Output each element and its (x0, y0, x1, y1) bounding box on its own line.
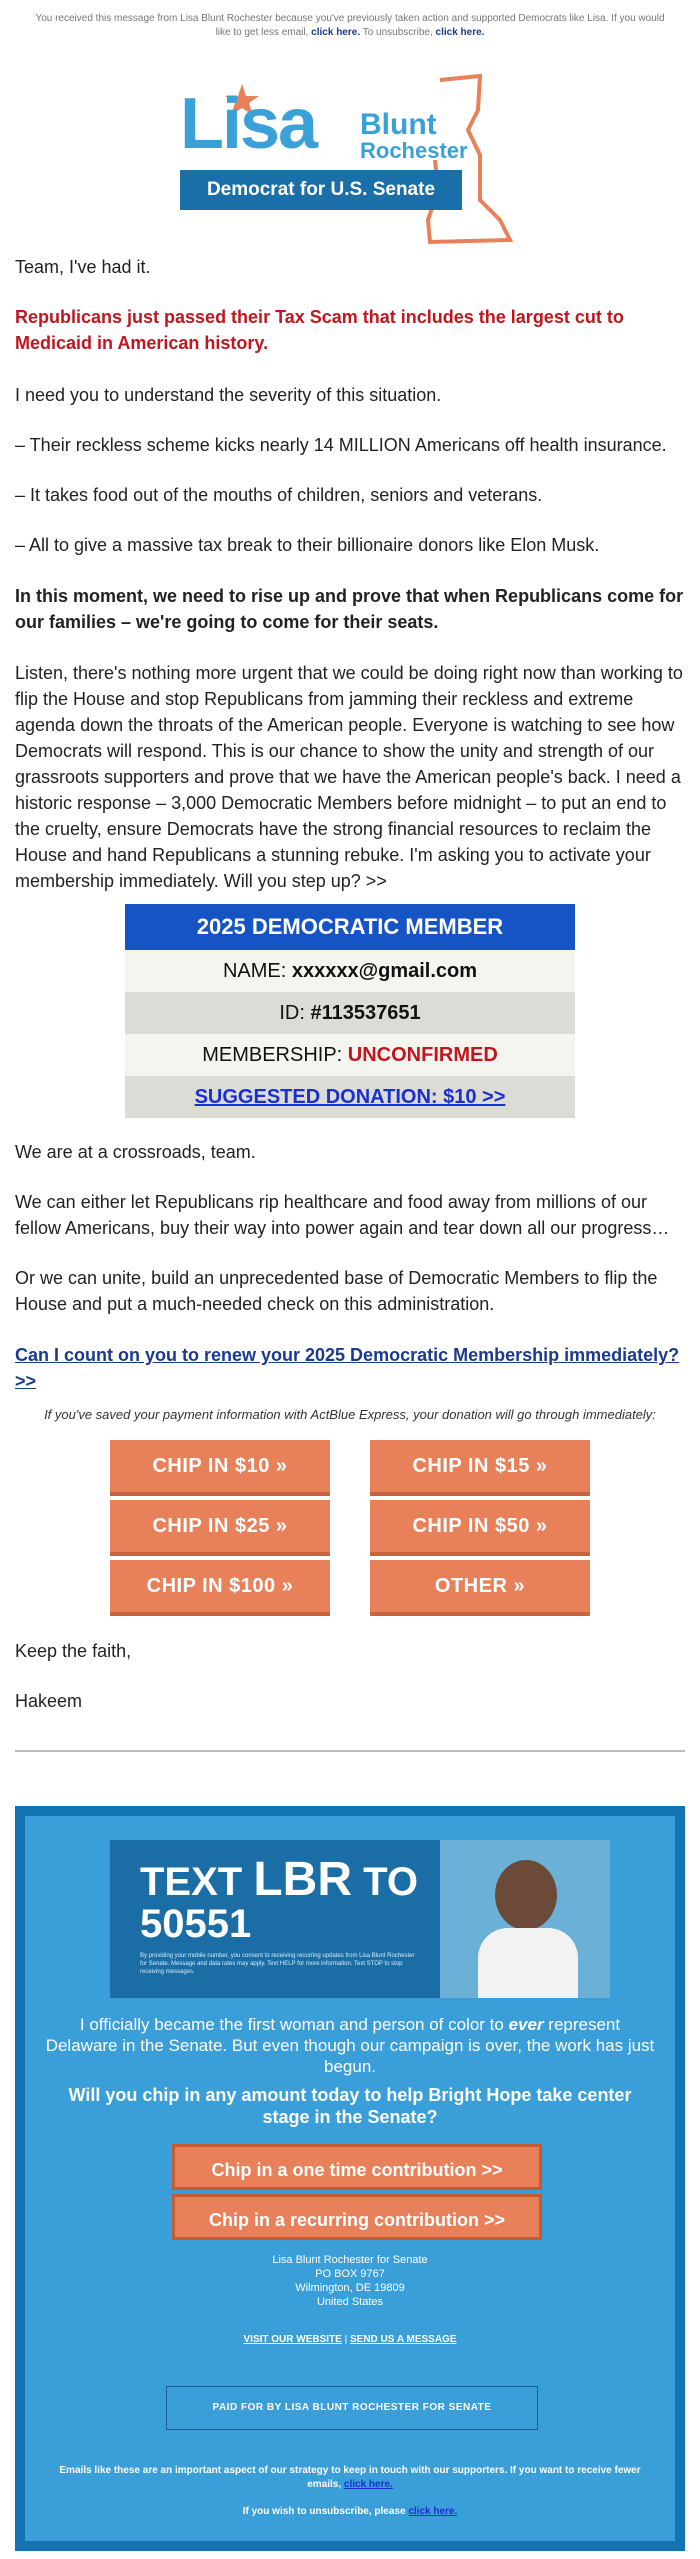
other-amount-button[interactable]: OTHER » (370, 1560, 590, 1616)
email-body-top (15, 254, 685, 280)
footer-unsubscribe-link[interactable]: click here. (408, 2506, 458, 2517)
banner-headline: TEXT LBR TO (140, 1853, 418, 1906)
banner-fine-print: By providing your mobile number, you consent to receiving recurring updates from Lisa Blunt Rochester for Senate. Message and data rates may apply. Text HELP for more information. Text STOP to stop receiving messages. (140, 1953, 415, 1975)
status-badge: UNCONFIRMED (347, 1044, 498, 1066)
bullet-paragraph: – Their reckless scheme kicks nearly 14 MILLION Americans off health insurance. (15, 435, 667, 455)
chip-in-25-button[interactable]: CHIP IN $25 » (110, 1500, 330, 1556)
headline-red: Republicans just passed their Tax Scam that includes the largest cut to Medicaid in American history. (15, 307, 624, 353)
unsubscribe-link[interactable]: click here. (435, 27, 485, 38)
long-paragraph: Listen, there's nothing more urgent that we could be doing right now than working to flip the House and stop Republicans from jamming their reckless and extreme agenda down the throats of the American people. Everyone is watching to see how Democrats will respond. This is our chance to show the unity and strength of our grassroots supporters and prove that we have the American people's back. I need a historic response – 3,000 Democratic Members before midnight – to put an end to the cruelty, ensure Democrats have the strong financial resources to reclaim the House and hand Republicans a stunning rebuke. I'm asking you to activate your membership immediately. Will you step up? >> (15, 663, 683, 891)
bullet-paragraph: – It takes food out of the mouths of children, seniors and veterans. (15, 485, 543, 505)
bullet-paragraph: – All to give a massive tax break to their billionaire donors like Elon Musk. (15, 535, 600, 555)
chip-in-100-button[interactable]: CHIP IN $100 » (110, 1560, 330, 1616)
divider (15, 1750, 685, 1752)
membership-card[interactable] (125, 904, 575, 1118)
preheader (0, 0, 700, 40)
unsubscribe-note: If you wish to unsubscribe, please click here. (242, 2506, 458, 2517)
banner-number: 50551 (140, 1902, 252, 1946)
bold-paragraph: In this moment, we need to rise up and prove that when Republicans come for our families – we're going to come for their seats. (15, 586, 684, 632)
send-message-link[interactable]: SEND US A MESSAGE (350, 2334, 457, 2345)
campaign-logo (180, 70, 540, 250)
paragraph: We are at a crossroads, team. (15, 1142, 256, 1162)
card-title: 2025 DEMOCRATIC MEMBER (125, 904, 575, 950)
paragraph: Or we can unite, build an unprecedented base of Democratic Members to flip the House and put a much-needed check on this administration. (15, 1268, 658, 1314)
actblue-note: If you've saved your payment information with ActBlue Express, your donation will go through immediately: (44, 1407, 656, 1422)
logo-tagline: Democrat for U.S. Senate (180, 170, 462, 210)
greeting: Team, I've had it. (15, 257, 151, 277)
card-name-row: NAME: xxxxxx@gmail.com (125, 950, 575, 992)
mailing-address: Lisa Blunt Rochester for Senate PO BOX 9767 Wilmington, DE 19809 United States (272, 2254, 428, 2308)
footer-inner (25, 1816, 675, 2541)
signature: Hakeem (15, 1691, 83, 1711)
logo-last-name-2: Rochester (360, 138, 468, 163)
text-lbr-banner[interactable] (110, 1840, 610, 1998)
one-time-contribution-button[interactable]: Chip in a one time contribution >> (172, 2144, 542, 2190)
footer-ask: Will you chip in any amount today to help Bright Hope take center stage in the Senate? (68, 2085, 632, 2127)
candidate-photo (440, 1840, 610, 1998)
footer-links: VISIT OUR WEBSITE | SEND US A MESSAGE (243, 2334, 457, 2345)
paid-for-disclaimer: PAID FOR BY LISA BLUNT ROCHESTER FOR SENATE (166, 2386, 538, 2430)
card-membership-row: MEMBERSHIP: UNCONFIRMED (125, 1034, 575, 1076)
renew-membership-link[interactable]: Can I count on you to renew your 2025 Democratic Membership immediately? >> (15, 1345, 680, 1391)
recurring-contribution-button[interactable]: Chip in a recurring contribution >> (172, 2194, 542, 2240)
visit-website-link[interactable]: VISIT OUR WEBSITE (243, 2334, 342, 2345)
logo-first-name: Lisa (180, 84, 317, 164)
fewer-emails-note: Emails like these are an important aspect of our strategy to keep in touch with our supporters. If you want to receive fewer emails, click here. (59, 2465, 641, 2490)
footer-intro: I officially became the first woman and person of color to ever represent Delaware in the Senate. But even though our campaign is over, the work has just begun. (45, 2015, 655, 2076)
chip-in-15-button[interactable]: CHIP IN $15 » (370, 1440, 590, 1496)
logo-last-name-1: Blunt (360, 108, 437, 141)
footer (15, 1806, 685, 2551)
preheader-text-2: To unsubscribe, (360, 27, 436, 38)
closing: Keep the faith, (15, 1641, 132, 1661)
paragraph: I need you to understand the severity of this situation. (15, 385, 442, 405)
chip-in-50-button[interactable]: CHIP IN $50 » (370, 1500, 590, 1556)
card-id-row: ID: #113537651 (125, 992, 575, 1034)
fewer-emails-link[interactable]: click here. (343, 2479, 393, 2490)
paragraph: We can either let Republicans rip healthcare and food away from millions of our fellow Americans, buy their way into power again and tear down all our progress… (15, 1192, 670, 1238)
preheader-text: You received this message from Lisa Blunt Rochester because you've previously taken action and supported Democrats like Lisa. If you would like to get less email, (35, 13, 665, 38)
less-email-link[interactable]: click here. (311, 27, 361, 38)
chip-in-10-button[interactable]: CHIP IN $10 » (110, 1440, 330, 1496)
suggested-donation-link[interactable]: SUGGESTED DONATION: $10 >> (194, 1086, 506, 1108)
card-donation-row[interactable] (125, 1076, 575, 1118)
